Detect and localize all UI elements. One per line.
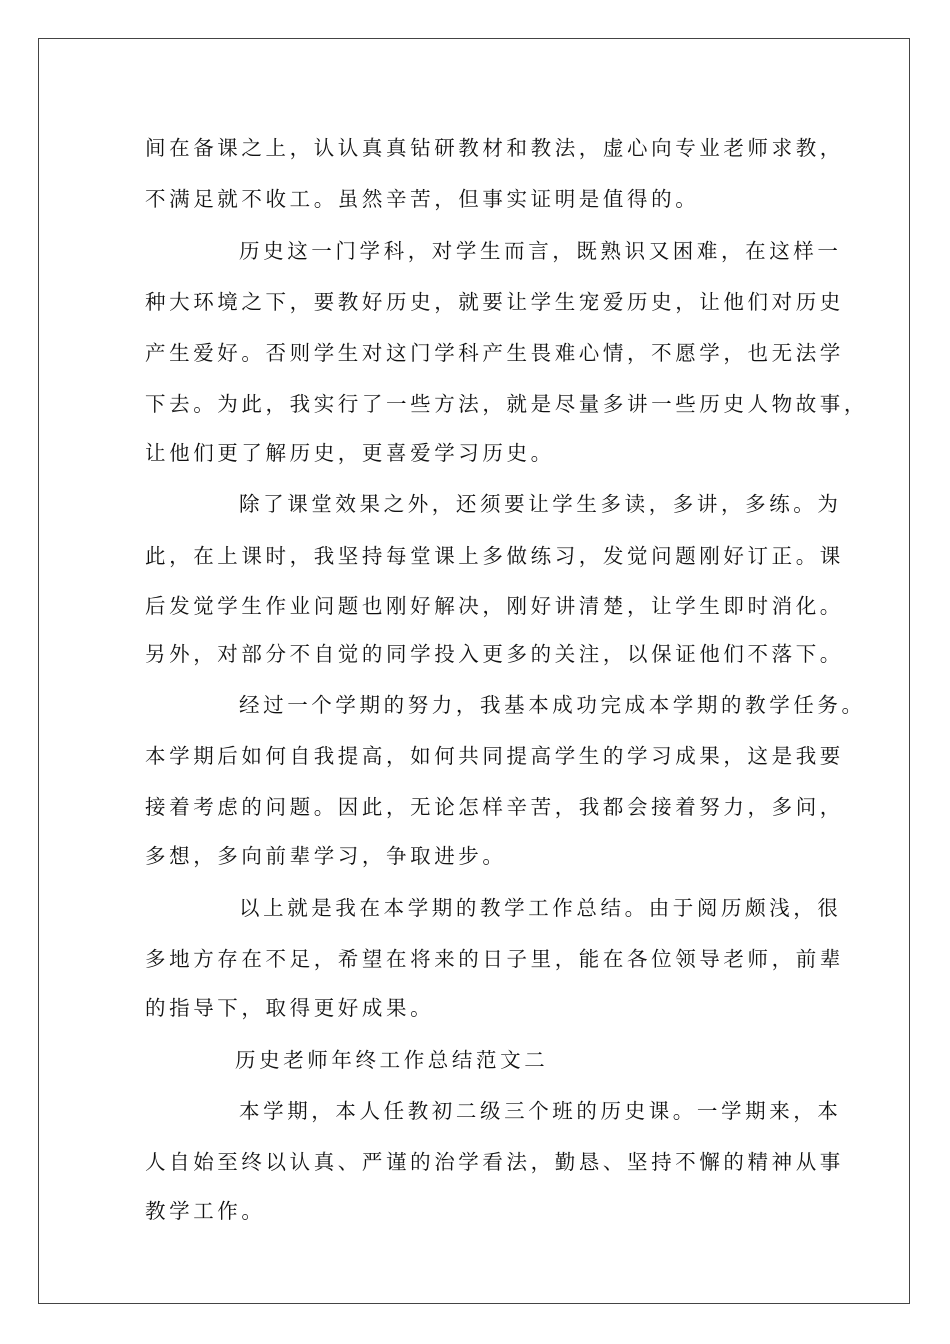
section-heading: 历史老师年终工作总结范文二 xyxy=(235,1048,549,1072)
text-line: 接着考虑的问题。因此，无论怎样辛苦，我都会接着努力，多问， xyxy=(145,795,844,819)
text-line: 教学工作。 xyxy=(145,1199,266,1223)
text-line: 后发觉学生作业问题也刚好解决，刚好讲清楚，让学生即时消化。 xyxy=(145,594,844,618)
text-line: 让他们更了解历史，更喜爱学习历史。 xyxy=(145,441,555,465)
text-line: 不满足就不收工。虽然辛苦，但事实证明是值得的。 xyxy=(145,187,700,211)
text-line: 间在备课之上，认认真真钻研教材和教法，虚心向专业老师求教， xyxy=(145,136,844,160)
text-line: 的指导下，取得更好成果。 xyxy=(145,996,435,1020)
paragraph-start-line: 以上就是我在本学期的教学工作总结。由于阅历颇浅，很 xyxy=(239,896,842,920)
text-line: 多想，多向前辈学习，争取进步。 xyxy=(145,844,507,868)
paragraph-start-line: 经过一个学期的努力，我基本成功完成本学期的教学任务。 xyxy=(239,693,866,717)
text-line: 此，在上课时，我坚持每堂课上多做练习，发觉问题刚好订正。课 xyxy=(145,544,844,568)
paragraph-start-line: 历史这一门学科，对学生而言，既熟识又困难，在这样一 xyxy=(239,239,842,263)
text-line: 下去。为此，我实行了一些方法，就是尽量多讲一些历史人物故事， xyxy=(145,392,868,416)
paragraph-start-line: 除了课堂效果之外，还须要让学生多读，多讲，多练。为 xyxy=(239,492,842,516)
text-line: 多地方存在不足，希望在将来的日子里，能在各位领导老师，前辈 xyxy=(145,947,844,971)
text-line: 另外，对部分不自觉的同学投入更多的关注，以保证他们不落下。 xyxy=(145,642,844,666)
text-line: 种大环境之下，要教好历史，就要让学生宠爱历史，让他们对历史 xyxy=(145,290,844,314)
text-line: 本学期后如何自我提高，如何共同提高学生的学习成果，这是我要 xyxy=(145,744,844,768)
paragraph-start-line: 本学期，本人任教初二级三个班的历史课。一学期来，本 xyxy=(239,1099,842,1123)
text-line: 产生爱好。否则学生对这门学科产生畏难心情，不愿学，也无法学 xyxy=(145,341,844,365)
text-line: 人自始至终以认真、严谨的治学看法，勤恳、坚持不懈的精神从事 xyxy=(145,1150,844,1174)
